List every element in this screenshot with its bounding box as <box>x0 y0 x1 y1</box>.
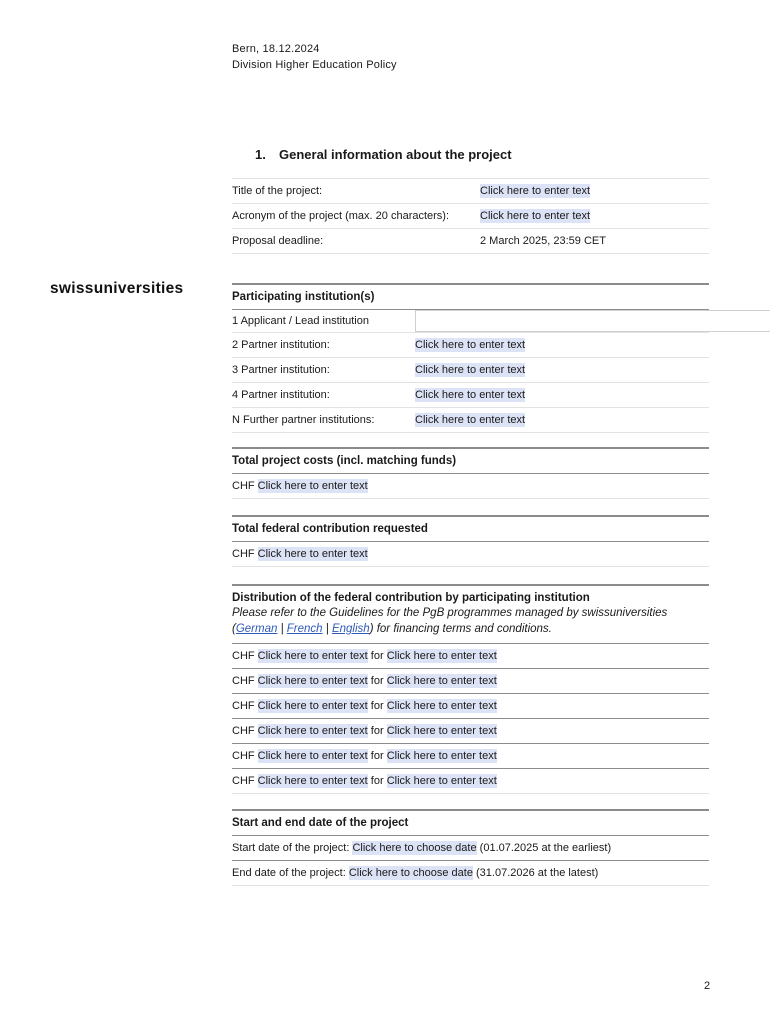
input-amount[interactable]: Click here to enter text <box>257 750 368 762</box>
input-institution[interactable]: Click here to enter text <box>386 775 497 787</box>
input-amount[interactable]: Click here to enter text <box>257 775 368 787</box>
section-number: 1. <box>255 147 266 162</box>
input-institution[interactable]: Click here to enter text <box>386 750 497 762</box>
distribution-row: CHF Click here to enter text for Click here to enter text <box>232 669 709 694</box>
input-institution[interactable]: Click here to enter text <box>386 650 497 662</box>
input-total-costs[interactable]: Click here to enter text <box>257 480 368 492</box>
date-line: Bern, 18.12.2024 <box>232 43 320 55</box>
input-federal-requested[interactable]: Click here to enter text <box>257 548 368 560</box>
row-partner-4 <box>232 383 709 408</box>
row-acronym <box>232 203 709 228</box>
distribution-row: CHF Click here to enter text for Click here to enter text <box>232 644 709 669</box>
input-partner-n[interactable]: Click here to enter text <box>415 414 526 426</box>
distribution-note: Please refer to the Guidelines for the PgB programmes managed by swissuniversities (German | French | English) for financing terms and conditions. <box>232 607 668 635</box>
letter-header <box>232 41 397 73</box>
input-institution[interactable]: Click here to enter text <box>386 675 497 687</box>
start-date-note: (01.07.2025 at the earliest) <box>479 842 612 854</box>
federal-requested-title: Total federal contribution requested <box>232 515 709 542</box>
distribution-title: Distribution of the federal contribution by participating institution <box>232 592 590 604</box>
logo-text: swissuniversities <box>50 280 184 297</box>
swissuniversities-logo <box>50 278 190 298</box>
project-dates-block <box>232 809 709 886</box>
row-total-costs <box>232 474 709 499</box>
label-acronym: Acronym of the project (max. 20 characters): <box>232 210 450 222</box>
label-partner-3: 3 Partner institution: <box>232 364 330 376</box>
label-end-date: End date of the project: <box>232 867 346 879</box>
row-deadline <box>232 228 709 254</box>
label-deadline: Proposal deadline: <box>232 235 324 247</box>
row-end-date <box>232 861 709 886</box>
end-date-picker[interactable]: Click here to choose date <box>348 867 473 879</box>
label-project-title: Title of the project: <box>232 185 323 197</box>
input-project-title[interactable]: Click here to enter text <box>480 185 591 197</box>
input-amount[interactable]: Click here to enter text <box>257 700 368 712</box>
division-line: Division Higher Education Policy <box>232 59 397 71</box>
input-lead-institution[interactable] <box>415 310 770 332</box>
row-partner-2 <box>232 333 709 358</box>
row-partner-n <box>232 408 709 433</box>
input-partner-2[interactable]: Click here to enter text <box>415 339 526 351</box>
page-number: 2 <box>704 980 711 992</box>
distribution-row: CHF Click here to enter text for Click here to enter text <box>232 719 709 744</box>
row-partner-3 <box>232 358 709 383</box>
label-lead-institution: 1 Applicant / Lead institution <box>232 315 369 327</box>
link-english[interactable]: English <box>331 623 370 635</box>
row-federal-requested <box>232 542 709 567</box>
input-institution[interactable]: Click here to enter text <box>386 725 497 737</box>
participating-institutions-block <box>232 283 709 433</box>
distribution-block <box>232 584 709 794</box>
input-partner-4[interactable]: Click here to enter text <box>415 389 526 401</box>
link-french[interactable]: French <box>286 623 323 635</box>
participating-title: Participating institution(s) <box>232 283 709 310</box>
general-info-table <box>232 178 709 254</box>
currency-label: CHF <box>232 480 255 492</box>
input-institution[interactable]: Click here to enter text <box>386 700 497 712</box>
distribution-row: CHF Click here to enter text for Click here to enter text <box>232 769 709 794</box>
distribution-row: CHF Click here to enter text for Click here to enter text <box>232 744 709 769</box>
input-amount[interactable]: Click here to enter text <box>257 650 368 662</box>
distribution-header <box>232 584 709 644</box>
total-costs-title: Total project costs (incl. matching funds) <box>232 447 709 474</box>
end-date-note: (31.07.2026 at the latest) <box>476 867 599 879</box>
label-partner-2: 2 Partner institution: <box>232 339 330 351</box>
distribution-row: CHF Click here to enter text for Click here to enter text <box>232 694 709 719</box>
total-costs-block <box>232 447 709 499</box>
link-german[interactable]: German <box>235 623 278 635</box>
section-title-general <box>255 147 512 162</box>
value-deadline: 2 March 2025, 23:59 CET <box>480 235 606 247</box>
input-amount[interactable]: Click here to enter text <box>257 725 368 737</box>
row-start-date <box>232 836 709 861</box>
row-project-title <box>232 178 709 203</box>
input-amount[interactable]: Click here to enter text <box>257 675 368 687</box>
input-acronym[interactable]: Click here to enter text <box>480 210 591 222</box>
currency-label: CHF <box>232 548 255 560</box>
label-partner-4: 4 Partner institution: <box>232 389 330 401</box>
input-partner-3[interactable]: Click here to enter text <box>415 364 526 376</box>
label-start-date: Start date of the project: <box>232 842 350 854</box>
start-date-picker[interactable]: Click here to choose date <box>352 842 477 854</box>
section-title-text: General information about the project <box>279 147 512 162</box>
dates-title: Start and end date of the project <box>232 809 709 836</box>
label-partner-n: N Further partner institutions: <box>232 414 375 426</box>
row-lead-institution <box>232 310 709 333</box>
federal-requested-block <box>232 515 709 567</box>
